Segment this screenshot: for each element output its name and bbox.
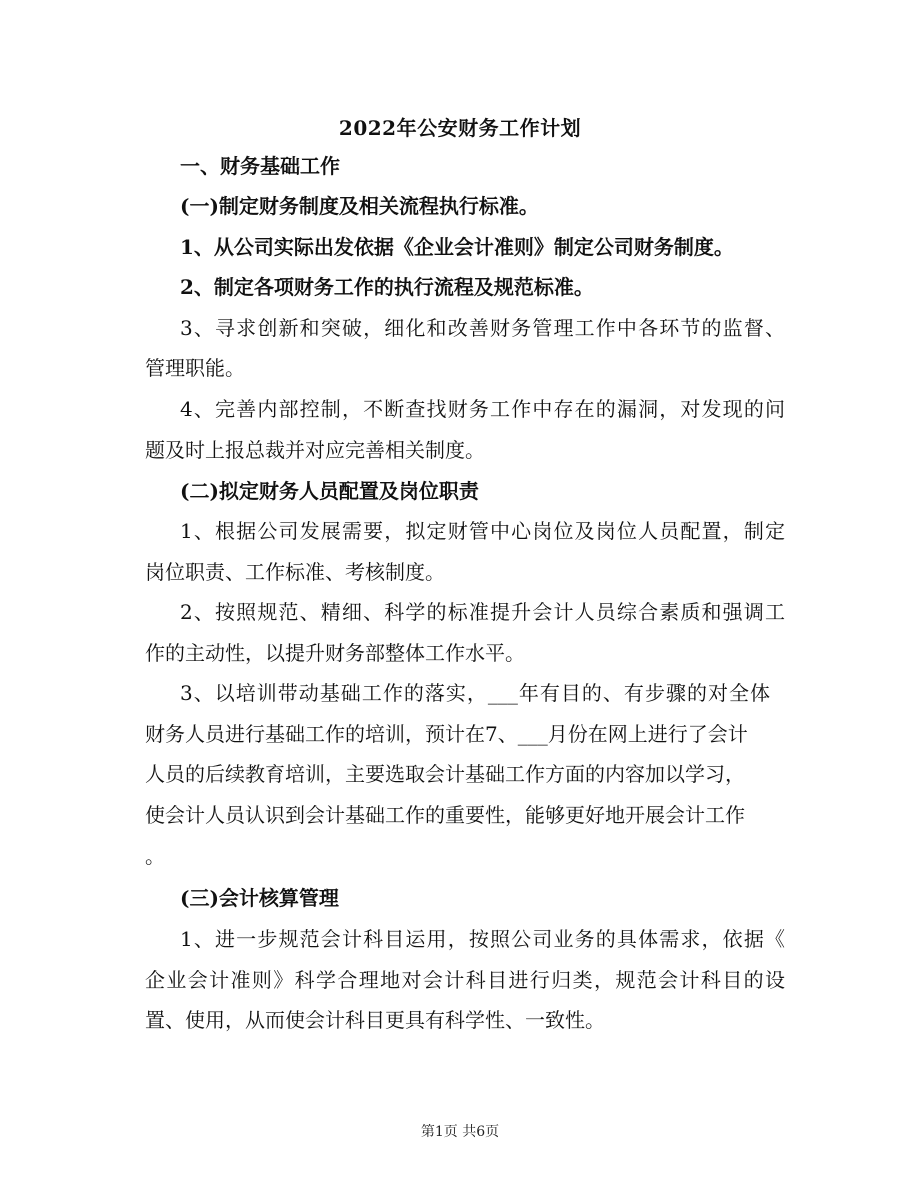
paragraph-line: 企业会计准则》科学合理地对会计科目进行归类，规范会计科目的设 xyxy=(145,968,785,992)
paragraph-line: 1、根据公司发展需要，拟定财管中心岗位及岗位人员配置，制定 xyxy=(180,519,785,543)
page-number: 第1页 共6页 xyxy=(420,1124,500,1140)
paragraph-line: 作的主动性，以提升财务部整体工作水平。 xyxy=(145,641,525,665)
paragraph-line: 3、以培训带动基础工作的落实，___年有目的、有步骤的对全体 xyxy=(180,681,770,705)
paragraph-line: 2、按照规范、精细、科学的标准提升会计人员综合素质和强调工 xyxy=(180,600,785,624)
paragraph-line: 置、使用，从而使会计科目更具有科学性、一致性。 xyxy=(145,1008,605,1032)
paragraph-line: 4、完善内部控制，不断查找财务工作中存在的漏洞，对发现的问 xyxy=(180,397,785,421)
paragraph-line: 1、从公司实际出发依据《企业会计准则》制定公司财务制度。 xyxy=(180,235,734,259)
paragraph-line: 管理职能。 xyxy=(145,356,245,380)
paragraph-line: 。 xyxy=(145,844,165,868)
subsection-heading-2: (二)拟定财务人员配置及岗位职责 xyxy=(180,479,479,503)
paragraph-line: 人员的后续教育培训，主要选取会计基础工作方面的内容加以学习， xyxy=(145,762,745,786)
paragraph-line: 1、进一步规范会计科目运用，按照公司业务的具体需求，依据《 xyxy=(180,927,785,951)
paragraph-line: 题及时上报总裁并对应完善相关制度。 xyxy=(145,438,485,462)
paragraph-line: 2、制定各项财务工作的执行流程及规范标准。 xyxy=(180,275,594,299)
paragraph-line: 使会计人员认识到会计基础工作的重要性，能够更好地开展会计工作 xyxy=(145,803,745,827)
document-title: 2022年公安财务工作计划 xyxy=(338,116,582,140)
subsection-heading-1: (一)制定财务制度及相关流程执行标准。 xyxy=(180,194,539,218)
paragraph-line: 财务人员进行基础工作的培训，预计在7、___月份在网上进行了会计 xyxy=(145,722,748,746)
section-heading-1: 一、财务基础工作 xyxy=(180,154,340,178)
subsection-heading-3: (三)会计核算管理 xyxy=(180,886,339,910)
paragraph-line: 岗位职责、工作标准、考核制度。 xyxy=(145,560,445,584)
paragraph-line: 3、寻求创新和突破，细化和改善财务管理工作中各环节的监督、 xyxy=(180,316,785,340)
